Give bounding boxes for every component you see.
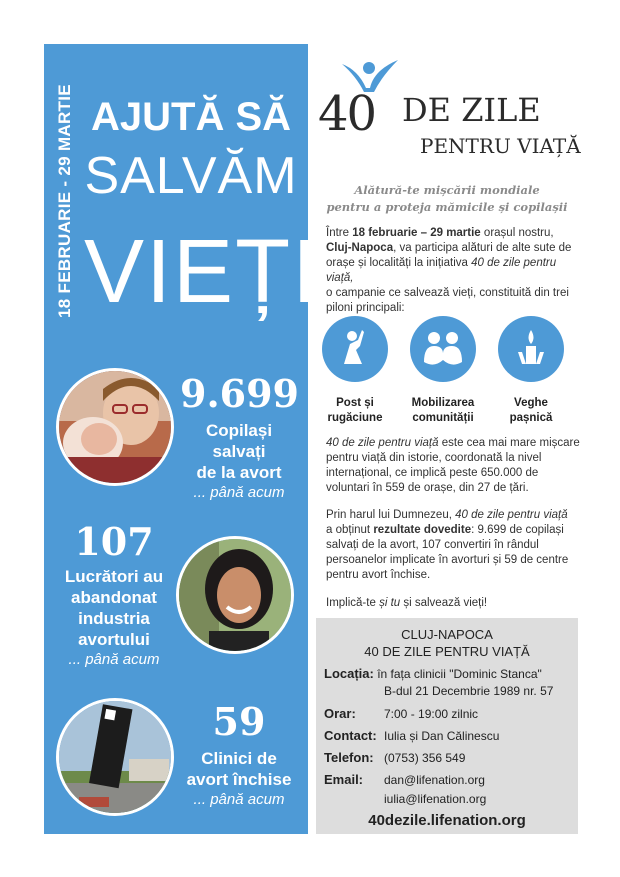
stat-clinics-closed bbox=[180, 699, 298, 809]
stat-workers-label-2: abandonat bbox=[71, 588, 157, 607]
headline-line3: VIEȚI bbox=[84, 222, 320, 322]
cta-part-2: și tu bbox=[379, 597, 401, 609]
stat-clinics-label-2: avort închise bbox=[186, 770, 292, 789]
intro-text-2: orașul nostru, bbox=[483, 227, 554, 239]
logo bbox=[316, 58, 581, 176]
logo-title-2: PENTRU VIAȚĂ bbox=[420, 134, 581, 158]
phone-value[interactable]: (0753) 356 549 bbox=[384, 751, 466, 765]
call-to-action bbox=[326, 596, 584, 611]
results-campaign-name: 40 de zile pentru viață bbox=[455, 509, 568, 521]
tagline-line2: pentru a proteja mămicile și copilașii bbox=[326, 200, 568, 214]
prayer-icon bbox=[322, 316, 388, 382]
location-label: Locația: bbox=[324, 666, 374, 681]
intro-paragraph bbox=[326, 226, 584, 316]
pillar-prayer bbox=[322, 316, 388, 382]
email-label: Email: bbox=[324, 772, 364, 787]
intro-campaign-name: 40 de zile pentru viață, bbox=[326, 257, 557, 284]
pillar-label-community-2: comunității bbox=[412, 412, 474, 424]
pillar-label-community-1: Mobilizarea bbox=[411, 397, 475, 409]
phone-label: Telefon: bbox=[324, 750, 374, 765]
woman-portrait-photo bbox=[176, 536, 294, 654]
headline-line2: SALVĂM bbox=[84, 147, 298, 205]
location-value-2: B-dul 21 Decembrie 1989 nr. 57 bbox=[384, 684, 554, 698]
community-icon bbox=[410, 316, 476, 382]
mother-baby-photo bbox=[56, 368, 174, 486]
about-campaign-name: 40 de zile pentru viață bbox=[326, 437, 439, 449]
pillar-label-prayer-2: rugăciune bbox=[327, 412, 383, 424]
paragraph-results bbox=[326, 508, 584, 583]
closed-clinic-photo bbox=[56, 698, 174, 816]
contact-value: Iulia și Dan Călinescu bbox=[384, 729, 500, 743]
contact-row bbox=[324, 728, 499, 743]
stat-children-suffix: ... până acum bbox=[193, 484, 285, 501]
candle-icon bbox=[498, 316, 564, 382]
pillar-label-vigil-1: Veghe bbox=[514, 397, 548, 409]
email-value-2[interactable]: iulia@lifenation.org bbox=[384, 792, 487, 806]
email-row bbox=[324, 772, 485, 787]
logo-title-1: DE ZILE bbox=[402, 91, 541, 129]
pillar-label-prayer-1: Post și bbox=[336, 397, 374, 409]
contact-label: Contact: bbox=[324, 728, 377, 743]
about-line-3: internațional, ce implică peste 650.000 de bbox=[326, 467, 539, 479]
pillar-community bbox=[410, 316, 476, 382]
location-value-1: în fața clinicii "Dominic Stanca" bbox=[377, 667, 542, 681]
intro-text-5: o campanie ce salvează vieți, constituită din trei bbox=[326, 287, 569, 299]
results-line-5: pentru avort închise. bbox=[326, 569, 431, 581]
contact-city: CLUJ-NAPOCA bbox=[401, 627, 493, 642]
intro-text-6: piloni principali: bbox=[326, 302, 405, 314]
stat-workers-label-1: Lucrători au bbox=[64, 567, 164, 586]
results-line-1: Prin harul lui Dumnezeu, bbox=[326, 509, 452, 521]
headline-line1: AJUTĂ SĂ bbox=[90, 95, 292, 139]
hours-label: Orar: bbox=[324, 706, 356, 721]
email-value-1[interactable]: dan@lifenation.org bbox=[384, 773, 485, 787]
stat-workers-label-3: industria bbox=[78, 609, 150, 628]
paragraph-about bbox=[326, 436, 584, 496]
about-line-4: voluntari în 559 de orașe, din 27 de țări. bbox=[326, 482, 529, 494]
cta-part-3: și salvează vieți! bbox=[403, 597, 488, 609]
tagline bbox=[316, 182, 578, 216]
pillar-label-vigil bbox=[476, 396, 586, 426]
stat-clinics-suffix: ... până acum bbox=[193, 791, 285, 808]
location-row bbox=[324, 666, 542, 681]
stat-clinics-label-1: Clinici de bbox=[201, 749, 277, 768]
hours-row bbox=[324, 706, 478, 721]
stat-workers-left bbox=[54, 519, 174, 669]
results-line-2c: : 9.699 de copilași bbox=[471, 524, 564, 536]
intro-city: Cluj-Napoca bbox=[326, 242, 394, 254]
cta-part-1: Implică-te bbox=[326, 597, 376, 609]
intro-dates: 18 februarie – 29 martie bbox=[352, 227, 481, 239]
website-link[interactable]: 40dezile.lifenation.org bbox=[368, 812, 526, 829]
hours-value: 7:00 - 19:00 zilnic bbox=[384, 707, 479, 721]
stat-children-saved bbox=[180, 371, 299, 502]
results-line-4: persoanelor implicate în avorturi și 59 de centre bbox=[326, 554, 569, 566]
intro-text-4: orașe și localități la inițiativa bbox=[326, 257, 468, 269]
tagline-line1: Alătură-te mișcării mondiale bbox=[354, 183, 540, 197]
results-proven: rezultate dovedite bbox=[373, 524, 472, 536]
logo-number: 40 bbox=[318, 86, 376, 142]
intro-text: Între bbox=[326, 227, 350, 239]
intro-text-3: , va participa alături de alte sute de bbox=[393, 242, 572, 254]
phone-row bbox=[324, 750, 465, 765]
stat-workers-suffix: ... până acum bbox=[68, 651, 160, 668]
stat-children-number: 9.699 bbox=[180, 371, 299, 416]
stat-children-label-2: de la avort bbox=[196, 463, 282, 482]
contact-org: 40 DE ZILE PENTRU VIAȚĂ bbox=[364, 644, 530, 659]
about-line-1: este cea mai mare mișcare bbox=[441, 437, 580, 449]
about-line-2: pentru viață din istorie, coordonată la nivel bbox=[326, 452, 542, 464]
stat-workers-number: 107 bbox=[74, 519, 154, 564]
campaign-dates: 18 FEBRUARIE - 29 MARTIE bbox=[55, 84, 74, 318]
stat-workers-label-4: avortului bbox=[78, 630, 150, 649]
pillar-label-vigil-2: pașnică bbox=[509, 412, 553, 424]
results-line-2a: a obținut bbox=[326, 524, 371, 536]
stat-clinics-number: 59 bbox=[212, 699, 266, 744]
pillar-vigil bbox=[498, 316, 564, 382]
stat-children-label: Copilași salvați bbox=[205, 421, 273, 461]
results-line-3: salvați de la avort, 107 convertiri în rândul bbox=[326, 539, 539, 551]
contact-header bbox=[316, 626, 578, 660]
